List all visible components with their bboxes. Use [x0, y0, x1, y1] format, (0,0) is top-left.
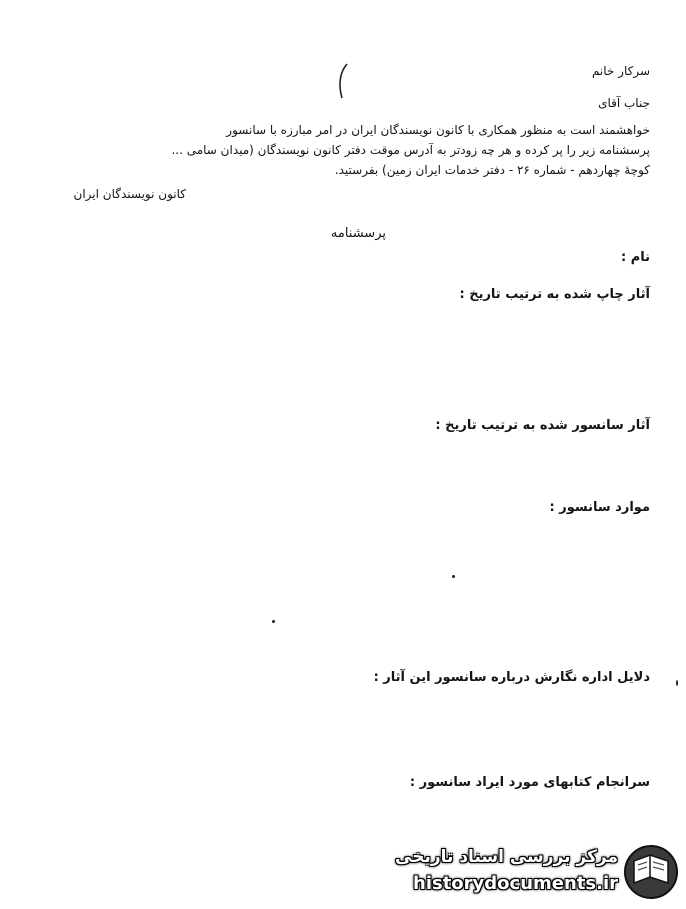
scan-speck [676, 680, 678, 686]
intro-line-2: پرسشنامه زیر را پر کرده و هر چه زودتر به آدرس موقت دفتر کانون نویسندگان (میدان سامی ... [171, 143, 650, 157]
salutation-sir: جناب آقای [598, 96, 650, 110]
salutation-lady: سرکار خانم [591, 64, 650, 78]
field-censored-books-fate: سرانجام کتابهای مورد ایراد سانسور : [409, 775, 650, 790]
field-censored-works: آثار سانسور شده به ترتیب تاریخ : [435, 418, 650, 433]
field-censorship-cases: موارد سانسور : [549, 500, 650, 515]
form-title: پرسشنامه [330, 226, 386, 241]
scan-speck [272, 620, 275, 623]
field-published-works: آثار چاپ شده به ترتیب تاریخ : [459, 287, 650, 302]
field-name: نام : [620, 250, 650, 265]
field-censorship-reasons: دلایل اداره نگارش درباره سانسور این آثار : [373, 670, 650, 685]
watermark-logo [382, 841, 682, 903]
watermark-name: مرکز بررسی اسناد تاریخی [395, 847, 618, 867]
intro-line-3: کوچهٔ چهاردهم - شماره ۲۶ - دفتر خدمات ایران زمین) بفرستید. [334, 163, 650, 177]
watermark-url: historydocuments.ir [413, 873, 618, 894]
scan-speck [452, 575, 455, 578]
watermark-emblem-icon [622, 843, 680, 901]
handwritten-mark [334, 62, 354, 102]
intro-line-1: خواهشمند است به منظور همکاری با کانون نویسندگان ایران در امر مبارزه با سانسور [226, 123, 650, 137]
signature: کانون نویسندگان ایران [73, 187, 186, 201]
